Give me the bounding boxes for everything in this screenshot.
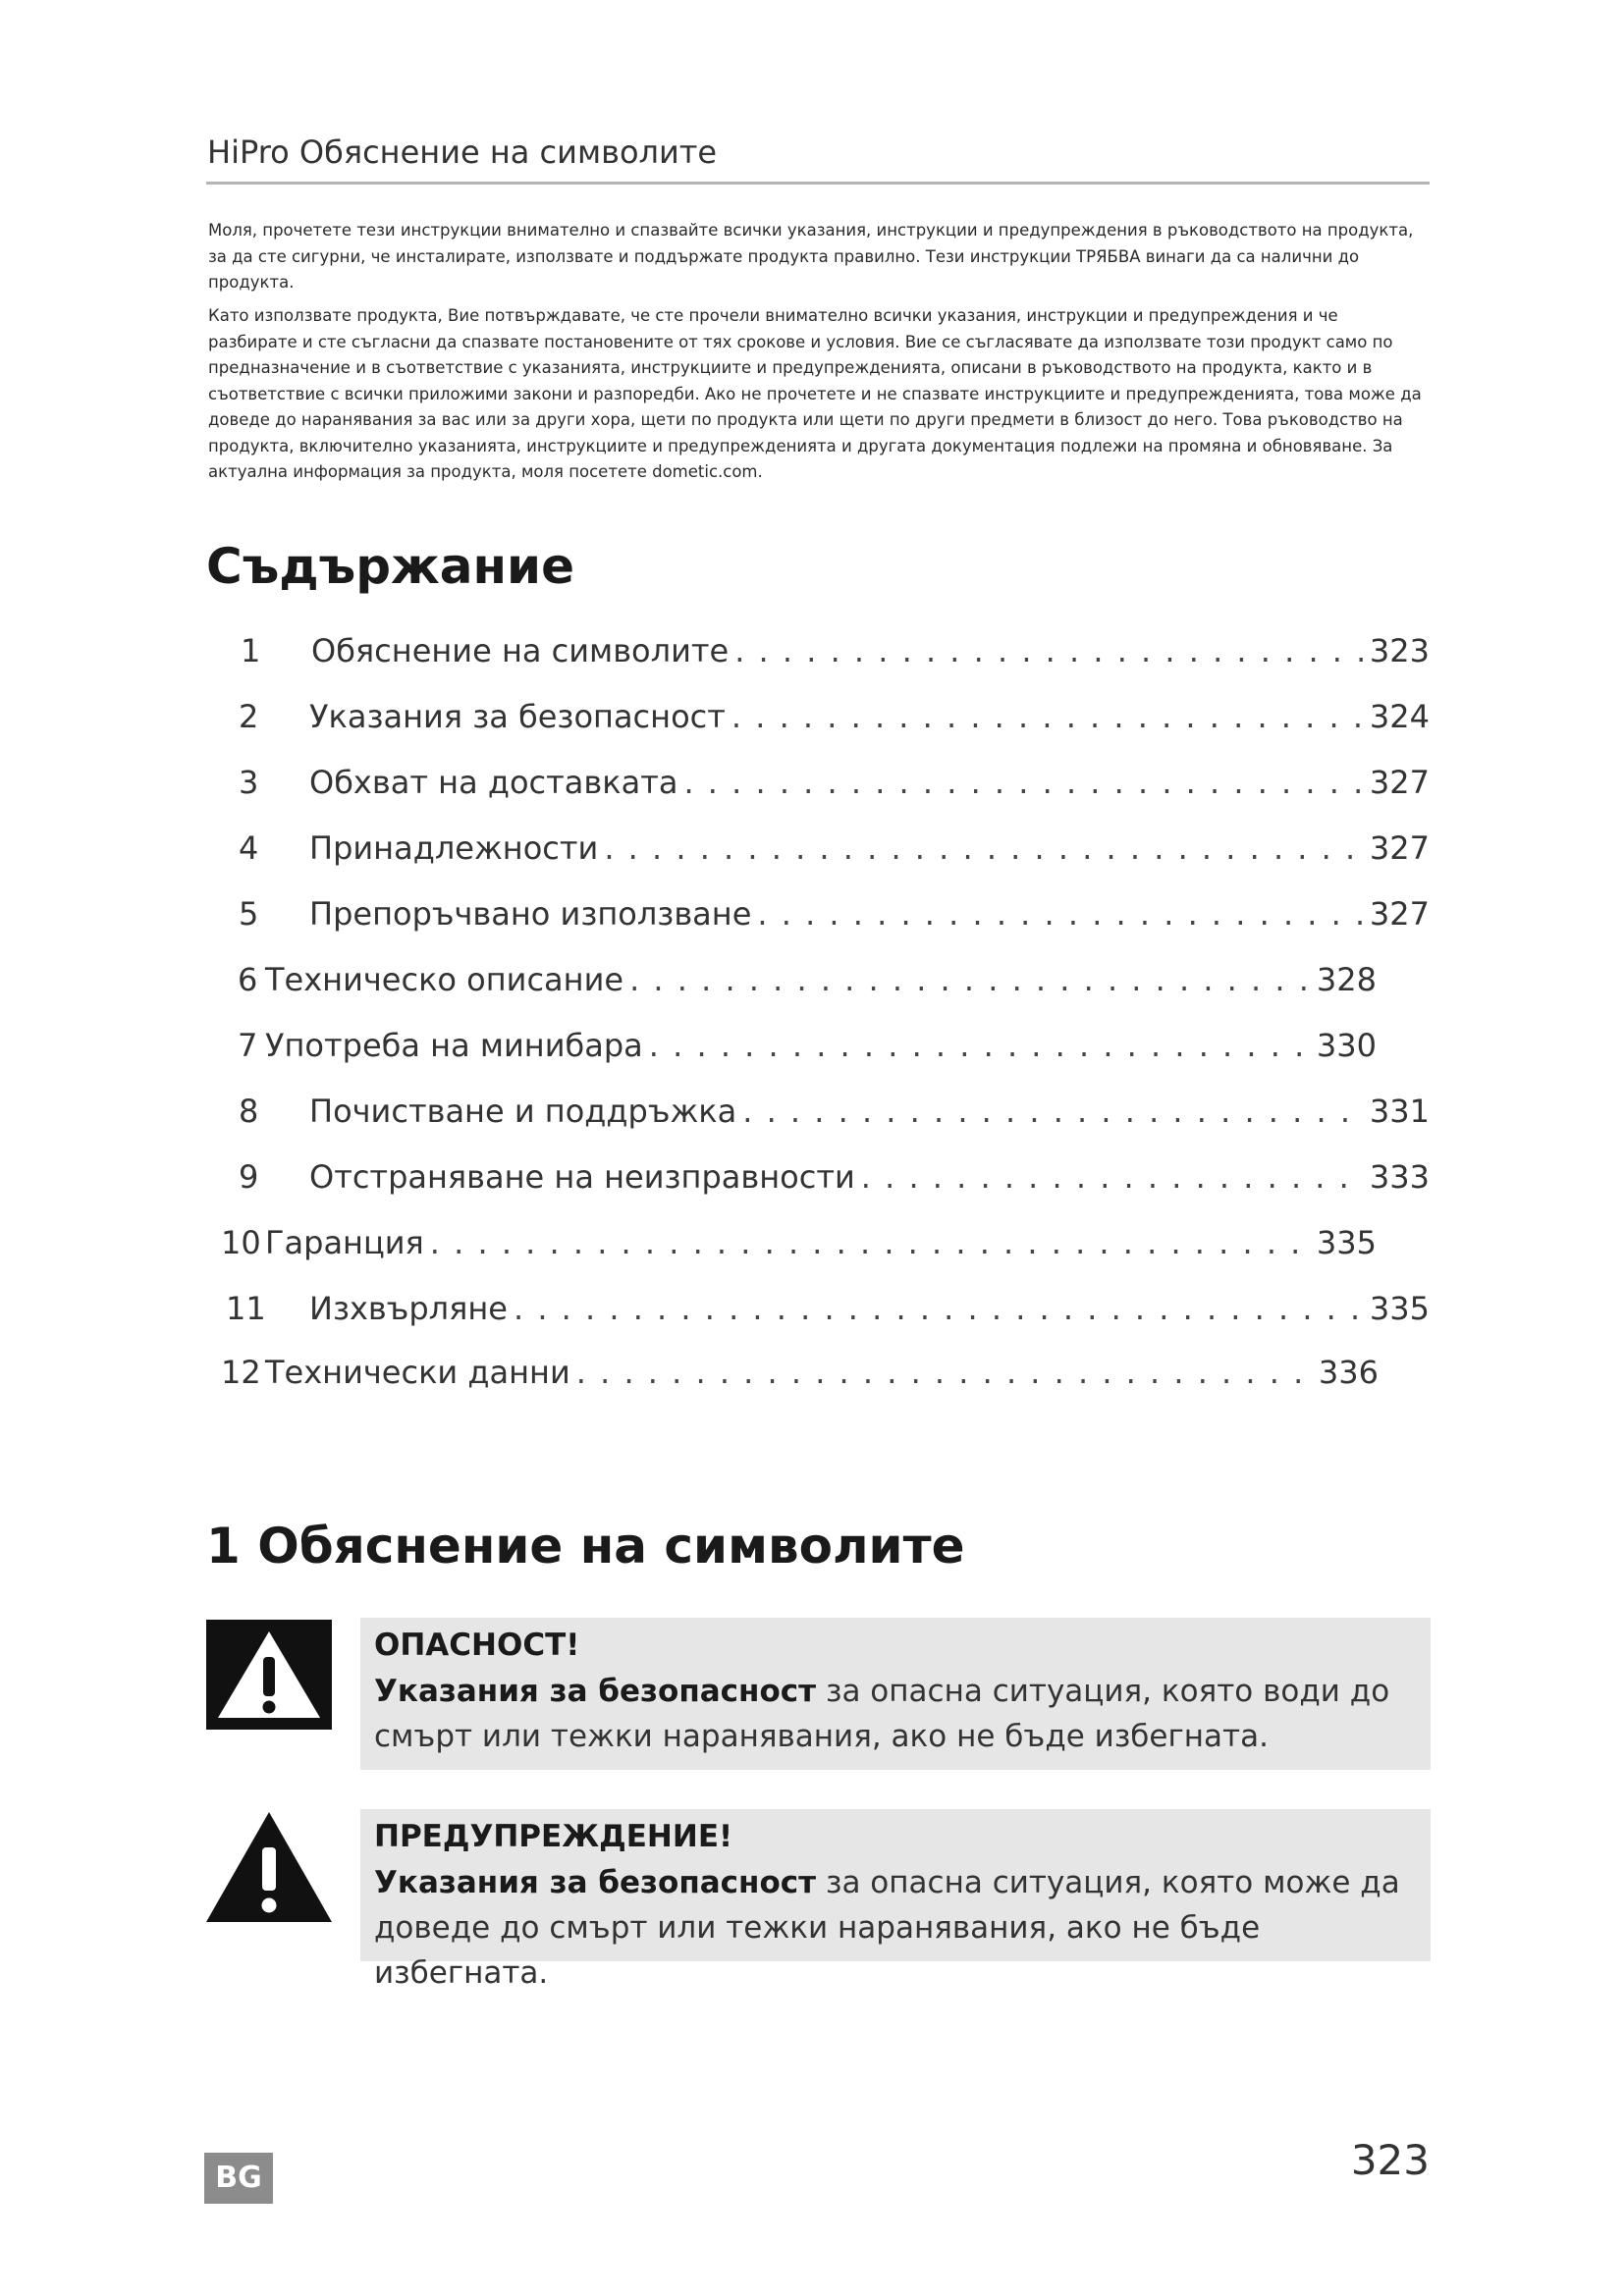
toc-entry-number: 7 — [238, 1027, 258, 1064]
toc-entry[interactable] — [221, 1220, 1377, 1265]
toc-entry-page: 335 — [1369, 1290, 1430, 1327]
toc-entry-number: 6 — [238, 961, 258, 998]
toc-entry[interactable] — [239, 826, 1430, 871]
toc-entry-title: Принадлежности — [309, 829, 599, 867]
danger-text: за опасна ситуация, която води до смърт или тежки наранявания, ако не бъде избегната. — [374, 1674, 1390, 1754]
toc-entry-page: 328 — [1316, 961, 1377, 998]
warning-description — [374, 1860, 1415, 1996]
toc-leader-dots — [629, 957, 1311, 1002]
toc-entry-title: Технически данни — [265, 1354, 570, 1391]
toc-entry-title: Употреба на минибара — [265, 1027, 643, 1064]
toc-entry[interactable] — [239, 1089, 1430, 1134]
warning-label: ПРЕДУПРЕЖДЕНИЕ! — [374, 1819, 733, 1854]
toc-entry[interactable] — [239, 891, 1430, 936]
toc-leader-dots — [576, 1350, 1313, 1395]
danger-note — [360, 1618, 1431, 1770]
toc-entry[interactable] — [226, 1286, 1430, 1331]
toc-title: Съдържание — [206, 538, 574, 595]
toc-entry-number: 1 — [241, 632, 261, 669]
toc-entry[interactable] — [239, 760, 1430, 805]
toc-entry-title: Гаранция — [265, 1224, 424, 1261]
toc-entry-title: Препоръчвано използване — [309, 895, 752, 933]
toc-entry-title: Отстраняване на неизправности — [309, 1158, 855, 1196]
toc-entry-number: 8 — [239, 1093, 259, 1130]
toc-entry-number: 2 — [239, 698, 259, 735]
danger-warning-sign-icon — [206, 1620, 332, 1730]
warning-note — [360, 1809, 1431, 1991]
running-header: HiPro Обяснение на символите — [207, 133, 718, 171]
toc-entry-page: 333 — [1369, 1158, 1430, 1196]
toc-entry-number: 10 — [221, 1224, 261, 1261]
danger-description — [374, 1669, 1415, 1759]
toc-entry-page: 331 — [1369, 1093, 1430, 1130]
intro-paragraph-2: Като използвате продукта, Вие потвърждавате, че сте прочели внимателно всички указания, инструкции и предупреждения и че разбирате и сте съгласни да спазвате постановените от тях срокове и условия. Вие се съгласявате да използвате този продукт само по предназначение и в съответствие с указанията, инструкциите и предупрежденията, описани в ръководството на продукта, както и в съответствие с всички приложими закони и разпоредби. Ако не прочетете и не спазвате инструкциите и предупрежденията, това може да доведе до наранявания за вас или за други хора, щети по продукта или щети по други предмети в близост до него. Това ръководство на продукта, включително указанията, инструкциите и предупрежденията и другата документация подлежи на промяна и обновяване. За актуална информация за продукта, моля посетете dometic.com. — [208, 306, 1422, 481]
toc-entry-page: 327 — [1369, 829, 1430, 867]
language-badge: BG — [204, 2153, 273, 2204]
toc-entry-title: Обяснение на символите — [311, 632, 730, 669]
toc-entry[interactable] — [239, 1154, 1430, 1200]
toc-entry[interactable] — [238, 957, 1377, 1002]
toc-leader-dots — [757, 891, 1364, 936]
toc-entry[interactable] — [239, 694, 1430, 739]
toc-entry-page: 323 — [1369, 632, 1430, 669]
toc-leader-dots — [861, 1154, 1364, 1200]
toc-entry-number: 9 — [239, 1158, 259, 1196]
toc-entry-title: Изхвърляне — [309, 1290, 508, 1327]
page-number: 323 — [1350, 2136, 1430, 2184]
toc-entry-title: Почистване и поддръжка — [309, 1093, 737, 1130]
toc-leader-dots — [430, 1220, 1311, 1265]
warning-text: за опасна ситуация, която може да доведе до смърт или тежки наранявания, ако не бъде избегната. — [374, 1865, 1400, 1991]
toc-entry-page: 335 — [1316, 1224, 1377, 1261]
toc-leader-dots — [683, 760, 1363, 805]
toc-leader-dots — [514, 1286, 1364, 1331]
toc-entry-title: Указания за безопасност — [309, 698, 726, 735]
toc-entry[interactable] — [241, 628, 1430, 673]
toc-entry-number: 3 — [239, 764, 259, 801]
toc-leader-dots — [731, 694, 1364, 739]
toc-entry-number: 4 — [239, 829, 259, 867]
header-divider — [206, 182, 1430, 185]
intro-paragraph-1: Моля, прочетете тези инструкции внимателно и спазвайте всички указания, инструкции и предупреждения в ръководството на продукта, за да сте сигурни, че инсталирате, използвате и поддържате продукта правилно. Тези инструкции ТРЯБВА винаги да са налични до продукта. — [208, 221, 1414, 292]
toc-entry-number: 11 — [226, 1290, 266, 1327]
toc-entry-title: Техническо описание — [265, 961, 624, 998]
toc-entry-page: 327 — [1369, 895, 1430, 933]
toc-entry-page: 327 — [1369, 764, 1430, 801]
toc-entry-number: 5 — [239, 895, 259, 933]
danger-label: ОПАСНОСТ! — [374, 1628, 580, 1663]
toc-entry-page: 336 — [1318, 1354, 1379, 1391]
danger-emphasis: Указания за безопасност — [374, 1674, 817, 1709]
toc-entry-title: Обхват на доставката — [309, 764, 678, 801]
toc-leader-dots — [649, 1023, 1311, 1068]
warning-triangle-icon — [206, 1812, 332, 1922]
toc-leader-dots — [604, 826, 1364, 871]
toc-entry-number: 12 — [221, 1354, 261, 1391]
toc-entry-page: 324 — [1369, 698, 1430, 735]
toc-leader-dots — [742, 1089, 1364, 1134]
section-heading: 1 Обяснение на символите — [206, 1518, 965, 1575]
toc-entry-page: 330 — [1316, 1027, 1377, 1064]
warning-emphasis: Указания за безопасност — [374, 1865, 817, 1900]
toc-entry[interactable] — [238, 1023, 1377, 1068]
toc-entry[interactable] — [221, 1350, 1379, 1395]
toc-leader-dots — [734, 628, 1364, 673]
